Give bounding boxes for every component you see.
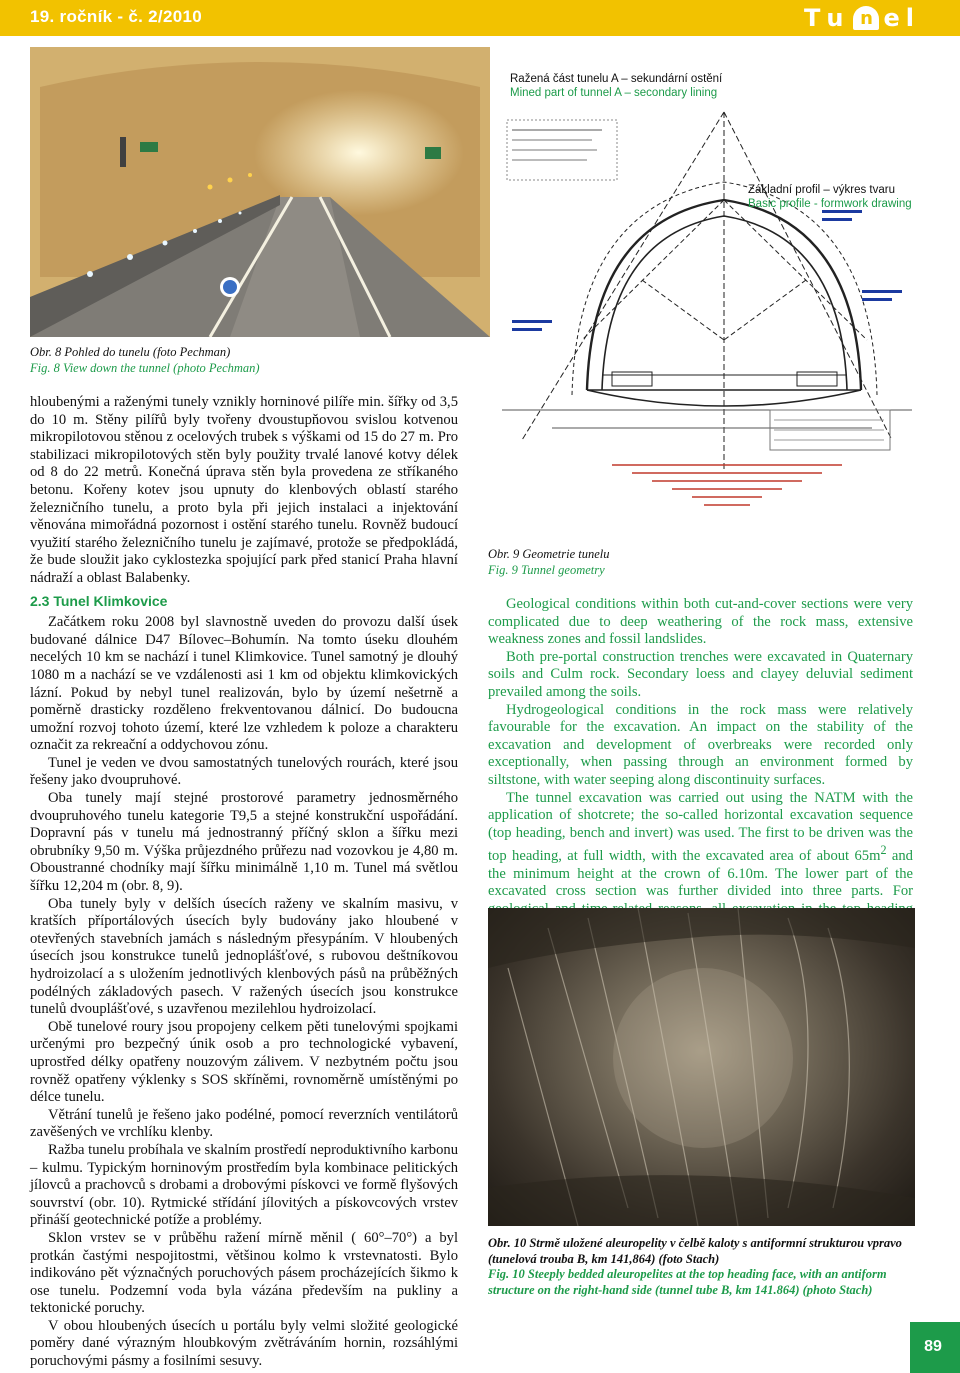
- tunnel-photo-illustration: [30, 47, 490, 337]
- paragraph: V obou hloubených úsecích u portálu byly velmi složité geologické poměry dané výrazným hloubkovým zvětráváním hornin, rozsáhlými poruchovými pásmy a fosilními sesuvy.: [30, 1317, 458, 1370]
- fig9-caption-en: Fig. 9 Tunnel geometry: [488, 563, 605, 577]
- superscript: 2: [880, 843, 887, 858]
- right-column-english-text: [488, 596, 913, 936]
- paragraph: Obě tunelové roury jsou propojeny celkem pěti tunelovými spojkami určenými pro bezpečný únik osob a pro technologické vybavení, uprostřed délky opatřeny nouzovým zálivem. V nezbytném počtu jsou rovněž opatřeny výklenky s SOS skříněmi, rovnoměrně umístěnými po délce tunelu.: [30, 1018, 458, 1106]
- paragraph: Větrání tunelů je řešeno jako podélné, pomocí reverzních ventilátorů zavěšených ve vrchlíku klenby.: [30, 1106, 458, 1141]
- paragraph: Ražba tunelu probíhala ve skalním prostředí neproduktivního karbonu – kulmu. Typickým horninovým prostředím byla kombinace pelitických jílovců a prachovců s drobami a drobovými pískovci ve formě flyšových souvrství (obr. 10). Rytmické střídání jílovitých a pískovcových vrstev přináší geotechnické potíže a problémy.: [30, 1141, 458, 1229]
- helmet-icon: n: [853, 6, 879, 30]
- drawing-label-en: Basic profile - formwork drawing: [748, 198, 912, 210]
- drawing-label: [748, 183, 928, 211]
- paragraph: Oba tunely byly v delších úsecích raženy ve skalním masivu, v kratších příportálových úsecích byly budovány jako hloubené v otevřených stavebních jamách s následným přesypáním. V hloubených úsecích jsou konstrukce tunelů jednoplášťové, s rubovou deštníkovou hydroizolací a s uložením jednotlivých klenbových pásů na průběžných podélných základových pasech. V ražených úsecích jsou konstrukce tunelů dvouplášťové, s uzavřenou mezilehlou hydroizolací.: [30, 895, 458, 1018]
- fig9-caption-cz: Obr. 9 Geometrie tunelu: [488, 547, 610, 561]
- rock-face-photo-illustration: [488, 908, 915, 1226]
- tunnel-cross-section-drawing: [492, 110, 917, 540]
- paragraph: Sklon vrstev se v průběhu ražení mírně měnil ( 60°–70°) a byl protkán častými nespojitostmi, většinou kolmo k vrstevnatosti. Bylo indikováno pět význačných poruchových pásem procházejících šikmo k ose tunelu. Podzemní voda byla vázána především na pukliny a tektonické poruchy.: [30, 1229, 458, 1317]
- paragraph: Hydrogeological conditions in the rock mass were relatively favourable for the excavation. An impact on the stability of the excavation and development of overbreaks were recorded only exceptionally, when passing through an environment formed by siltstone, with water seeping along discontinuity surfaces.: [488, 701, 913, 788]
- tunel-logo: T u n e l: [804, 4, 920, 32]
- fig10-caption-cz: Obr. 10 Strmě uložené aleuropelity v čelbě kaloty s antiformní strukturou vpravo (tunelová trouba B, km 141,864) (foto Stach): [488, 1236, 902, 1266]
- paragraph: Začátkem roku 2008 byl slavnostně uveden do provozu další úsek budované dálnice D47 Bílovec–Bohumín. Na tomto úseku dlouhém necelých 10 km se nachází i tunel Klimkovice. Tunel samotný je dlouhý 1080 m a nachází se ve vzdálenosti asi 1 km od objektu klimkovických lázní. Pokud by nebyl tunel realizován, bylo by území nešetrně a poměrně drasticky rozděleno frekventovanou dálnicí. Do budoucna umožní rozvoj tohoto území, které lze vzhledem k poloze a charakteru označit za rekreační a oddychovou zónu.: [30, 614, 458, 754]
- issue-label: 19. ročník - č. 2/2010: [30, 7, 202, 26]
- page-number-tab: [910, 1322, 960, 1373]
- paragraph: Both pre-portal construction trenches were excavated in Quaternary soils and Culm rock. Secondary loess and clayey deluvial sediment prevailed among the soils.: [488, 648, 913, 700]
- tunnel-photo: [30, 47, 490, 337]
- drawing-title-en: Mined part of tunnel A – secondary lining: [510, 87, 718, 99]
- paragraph: Oba tunely mají stejné prostorové parametry jednosměrného dvoupruhového tunelu kategorie T9,5 a stejné konstrukční uspořádání. Dopravní pás v tunelu má jednostranný příčný sklon a šířku mezi obrubníky 9,50 m. Výška průjezdného průřezu nad vozovkou je 4,80 m. Oboustranné chodníky mají šířku minimálně 1,10 m. Tunel má světlou šířku 12,204 m (obr. 8, 9).: [30, 790, 458, 895]
- fig8-caption-cz: Obr. 8 Pohled do tunelu (foto Pechman): [30, 345, 231, 359]
- section-heading: 2.3 Tunel Klimkovice: [30, 592, 168, 609]
- rock-face-photo: [488, 908, 915, 1226]
- drawing-title-cz: Ražená část tunelu A – sekundární ostění: [510, 73, 723, 85]
- fig8-caption-en: Fig. 8 View down the tunnel (photo Pechman): [30, 361, 260, 375]
- paragraph: hloubenými a raženými tunely vznikly horninové pilíře min. šířky od 3,5 do 10 m. Stěny pilířů byly tvořeny dvoustupňovou svislou kotvenou mikropilotovou stěnou z ocelových trubek s výškami od 15 do 27 m. Pro stabilizaci mikropilotových stěn byly použity trvalé lanové kotvy délek od 8 do 22 metrů. Konečná úprava stěn byla provedena ze stříkaného betonu. Kořeny kotev jsou upnuty do klenbových oblastí starého železničního tunelu, a proto byla při jejich instalaci a injektování věnována mimořádná pozornost i ostění starého tunelu. Rovněž budoucí využití starého železničního tunelu je zajímavé, protože se předpokládá, že bude sloužit jako cyklostezka spojující park před stanicí Praha hlavní nádraží a oblast Balabenky.: [30, 394, 458, 586]
- issue-header-bar: [0, 0, 960, 36]
- paragraph: Tunel je veden ve dvou samostatných tunelových rourách, které jsou řešeny jako dvoupruhové.: [30, 754, 458, 789]
- fig8-caption: [30, 344, 470, 376]
- paragraph-part: and the minimum height at the crown of 6.10m. The lower part of the excavated cross section was further divided into three parts. For: [488, 848, 913, 900]
- drawing-label-cz: Základní profil – výkres tvaru: [748, 184, 896, 196]
- page-number: 89: [924, 1338, 942, 1355]
- fig10-caption: [488, 1236, 920, 1298]
- drawing-title: [510, 72, 810, 100]
- fig10-caption-en: Fig. 10 Steeply bedded aleuropelites at the top heading face, with an antiform structure on the right-hand side (tunnel tube B, km 141.864) (photo Stach): [488, 1267, 887, 1297]
- left-column-text: [30, 394, 458, 1371]
- paragraph: Geological conditions within both cut-and-cover sections were very complicated due to deep weathering of the rock mass, extensive weakness zones and fossil landslides.: [488, 596, 913, 648]
- paragraph-part: The tunnel excavation was carried out using the NATM with the application of shotcrete; the so-called horizontal excavation sequence (top heading, bench and invert) was used. The first to be driven was the top heading, at full width, with the excavated area of about 65m: [488, 789, 913, 865]
- fig9-caption: [488, 546, 908, 578]
